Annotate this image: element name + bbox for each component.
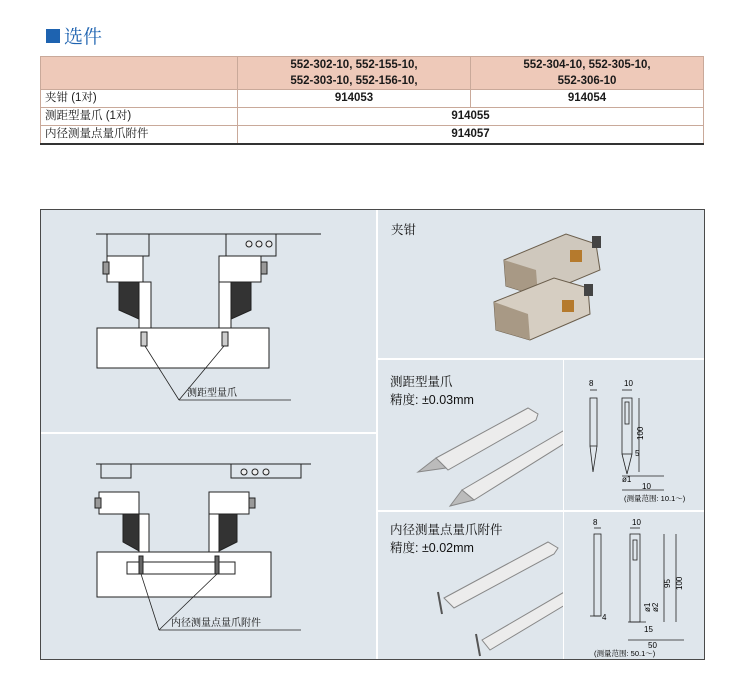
measure-range: (测量范围: 50.1～): [594, 649, 656, 658]
dim-10b: 10: [642, 482, 651, 491]
header-empty-cell: [41, 57, 238, 90]
row-value: 914053: [238, 90, 471, 108]
dim-10: 10: [632, 518, 641, 527]
dim-95: 95: [663, 579, 672, 588]
dim-8: 8: [593, 518, 598, 527]
dim-phi1: ø1: [622, 475, 632, 484]
row-label: 内径测量点量爪附件: [41, 126, 238, 145]
inner-point-jaw-diagram: [41, 434, 376, 659]
inner-jaw-photo: [378, 512, 563, 659]
gauge-title: 测距型量爪: [390, 375, 453, 389]
inner-title: 内径测量点量爪附件: [390, 523, 503, 537]
header-model-group-2: 552-304-10, 552-305-10, 552-306-10: [471, 57, 704, 90]
section-title: [46, 22, 102, 49]
row-label: 测距型量爪 (1对): [41, 108, 238, 126]
dim-phi2: ø2: [651, 602, 660, 612]
illustration-panel: [40, 209, 705, 660]
dim-5: 5: [635, 449, 640, 458]
dim-phi1: ø1: [643, 602, 652, 612]
dim-100: 100: [675, 576, 684, 590]
row-value: 914054: [471, 90, 704, 108]
clamp-title: 夹钳: [391, 223, 417, 237]
header-model-group-1: 552-302-10, 552-155-10, 552-303-10, 552-156-10,: [238, 57, 471, 90]
distance-jaw-diagram: [41, 210, 376, 432]
gauge-precision: 精度: ±0.03mm: [390, 393, 474, 407]
measure-range: (测量范围: 10.1～): [624, 494, 686, 503]
section-title-text: 选件: [64, 27, 103, 48]
dim-50: 50: [648, 641, 657, 650]
row-value: 914057: [238, 126, 704, 145]
distance-jaw-caption: 测距型量爪: [187, 388, 237, 399]
table-header-row: [41, 57, 704, 90]
dim-8: 8: [589, 379, 594, 388]
options-table: [40, 56, 704, 145]
dim-100: 100: [636, 426, 645, 440]
row-value: 914055: [238, 108, 704, 126]
inner-point-jaw-caption: 内径测量点量爪附件: [171, 618, 261, 629]
clamp-photo: [378, 210, 704, 358]
inner-dimension-drawing: [564, 512, 704, 659]
dim-10: 10: [624, 379, 633, 388]
gauge-dimension-drawing: [564, 360, 704, 510]
gauge-photo: [378, 360, 563, 510]
table-row: [41, 126, 704, 145]
dim-15: 15: [644, 625, 653, 634]
square-bullet-icon: [46, 29, 60, 43]
row-label: 夹钳 (1对): [41, 90, 238, 108]
dim-4: 4: [602, 613, 607, 622]
table-row: [41, 108, 704, 126]
table-row: [41, 90, 704, 108]
inner-precision: 精度: ±0.02mm: [390, 541, 474, 555]
